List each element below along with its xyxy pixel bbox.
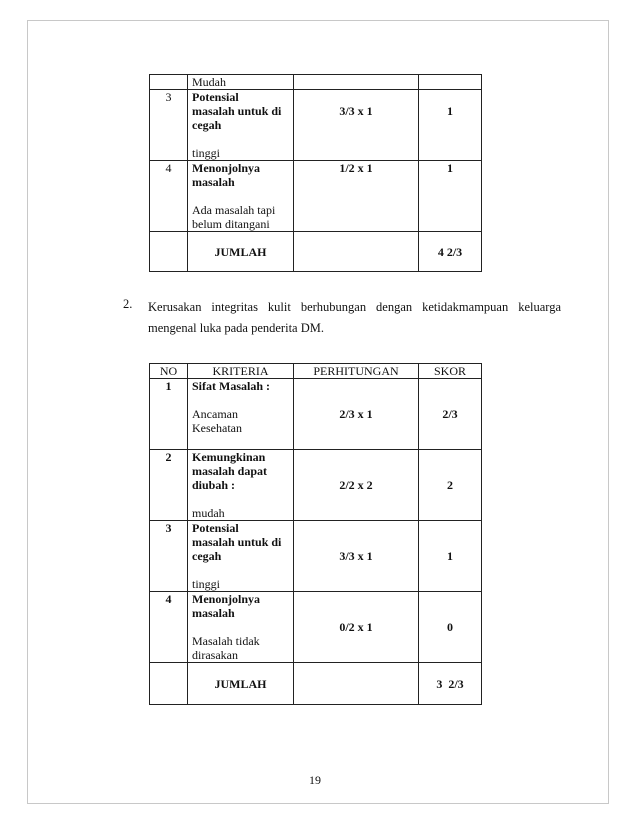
cell-empty — [150, 232, 188, 272]
table-row — [150, 161, 482, 232]
kriteria-line: belum ditangani — [192, 217, 270, 231]
kriteria-line: masalah untuk di — [192, 104, 282, 118]
page-number: 19 — [309, 773, 321, 787]
total-label: JUMLAH — [188, 232, 294, 272]
table-row — [150, 379, 482, 450]
cell-skor: 0 — [419, 592, 482, 663]
kriteria-line: Mudah — [192, 75, 226, 89]
cell-empty — [150, 663, 188, 705]
cell-perhitungan: 1/2 x 1 — [294, 161, 419, 232]
total-row — [150, 663, 482, 705]
table-row — [150, 90, 482, 161]
header-perhitungan: PERHITUNGAN — [294, 364, 419, 379]
table-row — [150, 521, 482, 592]
kriteria-line: Sifat Masalah : — [192, 379, 270, 393]
kriteria-line: masalah — [192, 606, 235, 620]
kriteria-line: tinggi — [192, 146, 221, 160]
scoring-table-2 — [149, 363, 482, 705]
kriteria-line: Ada masalah tapi — [192, 203, 276, 217]
cell-perhitungan: 3/3 x 1 — [294, 90, 419, 161]
cell-kriteria — [188, 450, 294, 521]
cell-skor: 1 — [419, 161, 482, 232]
kriteria-line: masalah untuk di — [192, 535, 282, 549]
kriteria-line: cegah — [192, 118, 222, 132]
cell-kriteria — [188, 521, 294, 592]
total-label: JUMLAH — [188, 663, 294, 705]
cell-perhitungan: 2/2 x 2 — [294, 450, 419, 521]
total-row — [150, 232, 482, 272]
kriteria-line: masalah dapat — [192, 464, 268, 478]
cell-kriteria — [188, 592, 294, 663]
cell-kriteria — [188, 90, 294, 161]
scoring-table-1 — [149, 74, 482, 272]
cell-skor: 2/3 — [419, 379, 482, 450]
header-no: NO — [150, 364, 188, 379]
cell-empty — [294, 232, 419, 272]
kriteria-line: tinggi — [192, 577, 221, 591]
cell-no: 2 — [150, 450, 188, 521]
cell-kriteria — [188, 379, 294, 450]
cell-no: 4 — [150, 592, 188, 663]
table-row — [150, 75, 482, 90]
kriteria-line: masalah — [192, 175, 235, 189]
cell-skor: 2 — [419, 450, 482, 521]
cell-skor: 1 — [419, 521, 482, 592]
cell-no: 1 — [150, 379, 188, 450]
total-skor: 3 2/3 — [419, 663, 482, 705]
cell-no: 4 — [150, 161, 188, 232]
table-row — [150, 592, 482, 663]
kriteria-line: Kesehatan — [192, 421, 242, 435]
header-row — [150, 364, 482, 379]
table-row — [150, 450, 482, 521]
header-kriteria: KRITERIA — [188, 364, 294, 379]
kriteria-line: Potensial — [192, 90, 239, 104]
cell-empty — [294, 663, 419, 705]
cell-perhitungan: 0/2 x 1 — [294, 592, 419, 663]
cell-skor — [419, 75, 482, 90]
kriteria-line: Kemungkinan — [192, 450, 266, 464]
kriteria-line: Masalah tidak — [192, 634, 260, 648]
kriteria-line: dirasakan — [192, 648, 238, 662]
cell-kriteria — [188, 161, 294, 232]
kriteria-line: Potensial — [192, 521, 239, 535]
cell-perhitungan — [294, 75, 419, 90]
cell-skor: 1 — [419, 90, 482, 161]
kriteria-line: cegah — [192, 549, 222, 563]
section-text: Kerusakan integritas kulit berhubungan dengan ketidakmampuan keluarga mengenal luka pada penderita DM. — [148, 300, 561, 335]
kriteria-line: diubah : — [192, 478, 236, 492]
kriteria-line: Menonjolnya — [192, 161, 261, 175]
cell-no: 3 — [150, 90, 188, 161]
cell-perhitungan: 2/3 x 1 — [294, 379, 419, 450]
total-skor: 4 2/3 — [419, 232, 482, 272]
cell-no: 3 — [150, 521, 188, 592]
kriteria-line: Ancaman — [192, 407, 238, 421]
section-number: 2. — [123, 297, 133, 311]
header-skor: SKOR — [419, 364, 482, 379]
cell-no — [150, 75, 188, 90]
kriteria-line: Menonjolnya — [192, 592, 261, 606]
kriteria-line: mudah — [192, 506, 225, 520]
cell-kriteria — [188, 75, 294, 90]
cell-perhitungan: 3/3 x 1 — [294, 521, 419, 592]
